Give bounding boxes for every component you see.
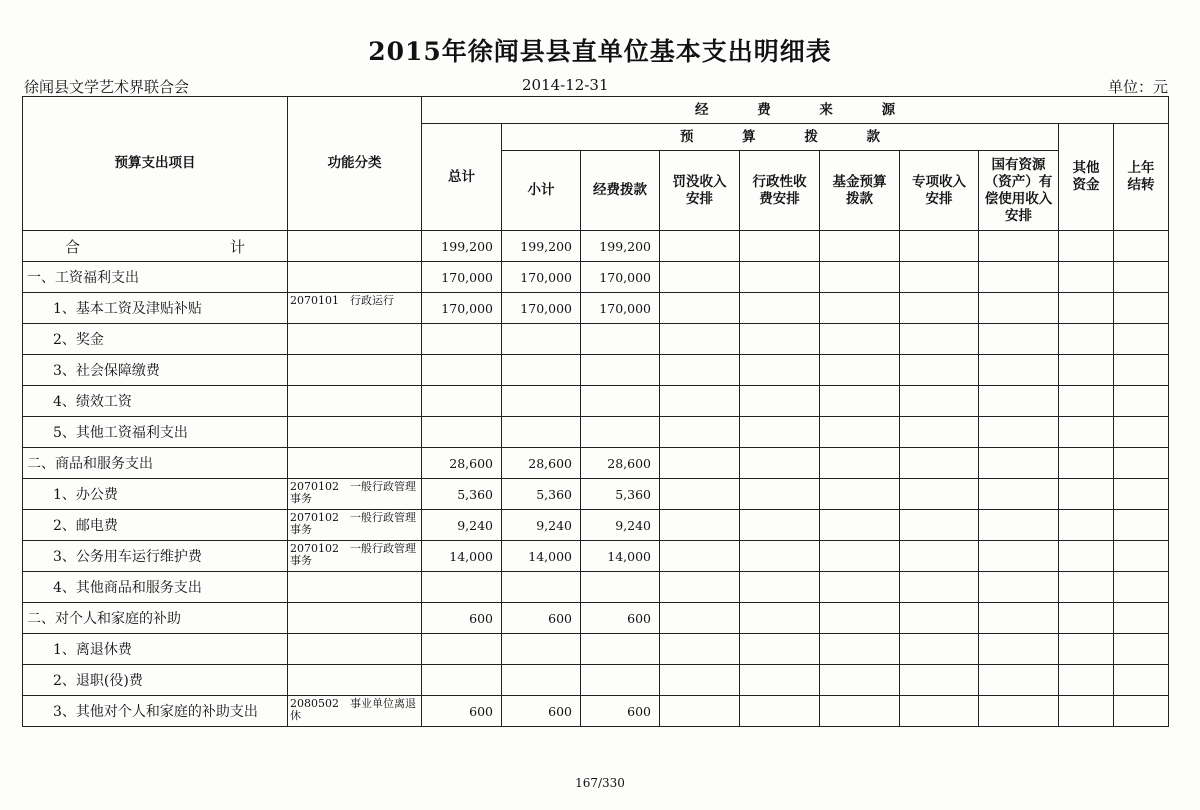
cell-funding <box>581 572 660 603</box>
expenditure-table <box>22 96 1169 727</box>
cell-subtotal: 5,360 <box>502 479 581 510</box>
cell-empty <box>820 355 900 386</box>
cell-empty <box>660 448 740 479</box>
cell-empty <box>1114 696 1169 727</box>
cell-empty <box>740 231 820 262</box>
cell-empty <box>979 324 1059 355</box>
cell-empty <box>979 510 1059 541</box>
cell-funding: 199,200 <box>581 231 660 262</box>
cell-empty <box>820 510 900 541</box>
col-func-header: 功能分类 <box>288 97 422 231</box>
cell-empty <box>900 603 979 634</box>
cell-empty <box>979 231 1059 262</box>
page-title: 2015年徐闻县县直单位基本支出明细表 <box>368 37 832 66</box>
cell-empty <box>820 324 900 355</box>
cell-empty <box>660 603 740 634</box>
col-subtotal-header: 小计 <box>502 151 581 231</box>
cell-func <box>288 572 422 603</box>
cell-empty <box>900 231 979 262</box>
cell-empty <box>820 696 900 727</box>
cell-empty <box>900 386 979 417</box>
cell-empty <box>979 696 1059 727</box>
cell-empty <box>740 541 820 572</box>
cell-empty <box>1059 634 1114 665</box>
cell-empty <box>1059 572 1114 603</box>
cell-func: 2070102 一般行政管理事务 <box>288 510 422 541</box>
cell-empty <box>979 572 1059 603</box>
cell-total: 9,240 <box>422 510 502 541</box>
table-row <box>23 479 1169 510</box>
cell-subtotal: 9,240 <box>502 510 581 541</box>
cell-empty <box>660 541 740 572</box>
cell-empty <box>979 603 1059 634</box>
cell-empty <box>1114 572 1169 603</box>
cell-empty <box>660 262 740 293</box>
cell-item: 3、其他对个人和家庭的补助支出 <box>23 696 288 727</box>
cell-funding <box>581 386 660 417</box>
cell-subtotal: 170,000 <box>502 262 581 293</box>
cell-empty <box>1114 417 1169 448</box>
cell-empty <box>979 386 1059 417</box>
cell-total <box>422 355 502 386</box>
table-row <box>23 572 1169 603</box>
cell-item: 二、商品和服务支出 <box>23 448 288 479</box>
cell-func <box>288 665 422 696</box>
table-row <box>23 665 1169 696</box>
cell-empty <box>900 417 979 448</box>
cell-func <box>288 262 422 293</box>
cell-empty <box>979 541 1059 572</box>
cell-empty <box>900 479 979 510</box>
col-fund-budget-header: 基金预算拨款 <box>820 151 900 231</box>
cell-empty <box>900 262 979 293</box>
col-funding-header: 经费拨款 <box>581 151 660 231</box>
cell-empty <box>1114 355 1169 386</box>
cell-item: 4、绩效工资 <box>23 386 288 417</box>
cell-total: 5,360 <box>422 479 502 510</box>
cell-empty <box>900 541 979 572</box>
cell-funding <box>581 417 660 448</box>
cell-empty <box>1059 665 1114 696</box>
cell-empty <box>740 355 820 386</box>
cell-empty <box>1059 355 1114 386</box>
cell-item: 1、基本工资及津贴补贴 <box>23 293 288 324</box>
col-carryover-header: 上年结转 <box>1114 124 1169 231</box>
cell-empty <box>820 231 900 262</box>
cell-empty <box>740 634 820 665</box>
cell-empty <box>660 324 740 355</box>
cell-empty <box>740 510 820 541</box>
cell-empty <box>1114 324 1169 355</box>
cell-item: 3、社会保障缴费 <box>23 355 288 386</box>
cell-empty <box>820 665 900 696</box>
col-item-header: 预算支出项目 <box>23 97 288 231</box>
cell-total <box>422 572 502 603</box>
cell-total <box>422 386 502 417</box>
table-row <box>23 448 1169 479</box>
cell-empty <box>1059 262 1114 293</box>
cell-func <box>288 634 422 665</box>
cell-empty <box>1114 510 1169 541</box>
cell-subtotal <box>502 355 581 386</box>
cell-funding <box>581 324 660 355</box>
cell-empty <box>900 324 979 355</box>
cell-empty <box>979 355 1059 386</box>
cell-empty <box>820 603 900 634</box>
cell-subtotal <box>502 572 581 603</box>
cell-empty <box>660 696 740 727</box>
cell-total: 199,200 <box>422 231 502 262</box>
cell-empty <box>1059 417 1114 448</box>
cell-empty <box>740 479 820 510</box>
cell-item: 2、退职(役)费 <box>23 665 288 696</box>
cell-empty <box>740 665 820 696</box>
cell-empty <box>660 293 740 324</box>
cell-empty <box>660 355 740 386</box>
cell-empty <box>900 293 979 324</box>
cell-empty <box>740 293 820 324</box>
cell-func <box>288 355 422 386</box>
cell-empty <box>740 696 820 727</box>
table-row <box>23 262 1169 293</box>
cell-empty <box>900 696 979 727</box>
cell-item: 二、对个人和家庭的补助 <box>23 603 288 634</box>
cell-func: 2070101 行政运行 <box>288 293 422 324</box>
cell-funding: 28,600 <box>581 448 660 479</box>
cell-empty <box>740 448 820 479</box>
cell-empty <box>900 448 979 479</box>
cell-funding: 14,000 <box>581 541 660 572</box>
cell-empty <box>979 262 1059 293</box>
cell-empty <box>1059 603 1114 634</box>
cell-empty <box>1114 603 1169 634</box>
cell-empty <box>660 634 740 665</box>
cell-empty <box>979 665 1059 696</box>
cell-funding: 170,000 <box>581 293 660 324</box>
cell-empty <box>660 231 740 262</box>
col-budget-group-header: 预 算 拨 款 <box>502 124 1059 151</box>
cell-func: 2070102 一般行政管理事务 <box>288 541 422 572</box>
expenditure-table-container <box>22 96 1169 727</box>
cell-subtotal <box>502 634 581 665</box>
currency-unit: 单位：元 <box>1107 78 1168 96</box>
cell-empty <box>820 262 900 293</box>
cell-empty <box>820 386 900 417</box>
cell-empty <box>740 324 820 355</box>
cell-total: 170,000 <box>422 293 502 324</box>
cell-subtotal: 199,200 <box>502 231 581 262</box>
cell-funding: 600 <box>581 603 660 634</box>
cell-empty <box>1059 696 1114 727</box>
cell-empty <box>979 417 1059 448</box>
cell-item: 1、离退休费 <box>23 634 288 665</box>
table-row <box>23 510 1169 541</box>
cell-empty <box>820 634 900 665</box>
cell-subtotal: 14,000 <box>502 541 581 572</box>
cell-item: 一、工资福利支出 <box>23 262 288 293</box>
cell-empty <box>820 417 900 448</box>
cell-subtotal: 600 <box>502 603 581 634</box>
table-row <box>23 355 1169 386</box>
cell-item: 1、办公费 <box>23 479 288 510</box>
cell-subtotal: 170,000 <box>502 293 581 324</box>
cell-empty <box>740 603 820 634</box>
cell-func <box>288 231 422 262</box>
cell-total: 14,000 <box>422 541 502 572</box>
col-other-header: 其他资金 <box>1059 124 1114 231</box>
cell-empty <box>740 262 820 293</box>
cell-empty <box>979 634 1059 665</box>
cell-empty <box>820 541 900 572</box>
cell-item: 3、公务用车运行维护费 <box>23 541 288 572</box>
cell-empty <box>820 572 900 603</box>
report-date: 2014-12-31 <box>522 76 609 94</box>
cell-func <box>288 386 422 417</box>
cell-funding <box>581 634 660 665</box>
cell-empty <box>1114 634 1169 665</box>
cell-empty <box>1059 448 1114 479</box>
cell-item: 4、其他商品和服务支出 <box>23 572 288 603</box>
table-row <box>23 417 1169 448</box>
cell-funding: 600 <box>581 696 660 727</box>
cell-total: 600 <box>422 603 502 634</box>
cell-subtotal <box>502 324 581 355</box>
page-number: 167/330 <box>575 776 625 790</box>
cell-funding: 170,000 <box>581 262 660 293</box>
cell-empty <box>1114 479 1169 510</box>
cell-empty <box>660 510 740 541</box>
cell-subtotal <box>502 386 581 417</box>
cell-empty <box>820 293 900 324</box>
cell-empty <box>900 665 979 696</box>
cell-empty <box>820 448 900 479</box>
cell-empty <box>979 293 1059 324</box>
cell-total <box>422 324 502 355</box>
cell-empty <box>900 634 979 665</box>
table-row <box>23 541 1169 572</box>
cell-total <box>422 634 502 665</box>
cell-empty <box>740 386 820 417</box>
cell-empty <box>1114 293 1169 324</box>
cell-total: 170,000 <box>422 262 502 293</box>
cell-func <box>288 417 422 448</box>
cell-funding: 9,240 <box>581 510 660 541</box>
cell-func: 2070102 一般行政管理事务 <box>288 479 422 510</box>
cell-item: 2、邮电费 <box>23 510 288 541</box>
col-source-header: 经 费 来 源 <box>422 97 1169 124</box>
cell-empty <box>740 572 820 603</box>
cell-empty <box>660 479 740 510</box>
col-state-assets-header: 国有资源（资产）有偿使用收入安排 <box>979 151 1059 231</box>
cell-subtotal <box>502 417 581 448</box>
header-row-1 <box>23 97 1169 124</box>
cell-subtotal: 28,600 <box>502 448 581 479</box>
cell-func <box>288 324 422 355</box>
col-admin-fee-header: 行政性收费安排 <box>740 151 820 231</box>
col-fines-header: 罚没收入安排 <box>660 151 740 231</box>
cell-empty <box>1114 448 1169 479</box>
table-row <box>23 231 1169 262</box>
cell-empty <box>900 510 979 541</box>
cell-func: 2080502 事业单位离退休 <box>288 696 422 727</box>
organization-name: 徐闻县文学艺术界联合会 <box>24 78 190 96</box>
cell-empty <box>1114 231 1169 262</box>
cell-empty <box>900 355 979 386</box>
cell-empty <box>1059 541 1114 572</box>
cell-empty <box>979 479 1059 510</box>
cell-empty <box>1059 324 1114 355</box>
cell-empty <box>1059 231 1114 262</box>
cell-total: 600 <box>422 696 502 727</box>
cell-funding <box>581 665 660 696</box>
cell-total <box>422 665 502 696</box>
cell-empty <box>1114 386 1169 417</box>
cell-func <box>288 603 422 634</box>
cell-func <box>288 448 422 479</box>
cell-subtotal: 600 <box>502 696 581 727</box>
cell-funding <box>581 355 660 386</box>
cell-total: 28,600 <box>422 448 502 479</box>
cell-empty <box>660 386 740 417</box>
cell-empty <box>740 417 820 448</box>
cell-total <box>422 417 502 448</box>
table-row <box>23 324 1169 355</box>
cell-empty <box>1059 293 1114 324</box>
table-row <box>23 603 1169 634</box>
cell-empty <box>1059 479 1114 510</box>
cell-item: 2、奖金 <box>23 324 288 355</box>
cell-empty <box>1059 510 1114 541</box>
cell-empty <box>1114 541 1169 572</box>
col-special-header: 专项收入安排 <box>900 151 979 231</box>
cell-item: 合 计 <box>23 231 288 262</box>
cell-empty <box>660 665 740 696</box>
cell-empty <box>820 479 900 510</box>
cell-empty <box>1114 262 1169 293</box>
table-row <box>23 293 1169 324</box>
table-row <box>23 696 1169 727</box>
cell-funding: 5,360 <box>581 479 660 510</box>
col-total-header: 总计 <box>422 124 502 231</box>
cell-empty <box>979 448 1059 479</box>
table-row <box>23 634 1169 665</box>
cell-empty <box>1114 665 1169 696</box>
cell-subtotal <box>502 665 581 696</box>
cell-empty <box>660 572 740 603</box>
table-row <box>23 386 1169 417</box>
cell-item: 5、其他工资福利支出 <box>23 417 288 448</box>
cell-empty <box>660 417 740 448</box>
cell-empty <box>900 572 979 603</box>
cell-empty <box>1059 386 1114 417</box>
